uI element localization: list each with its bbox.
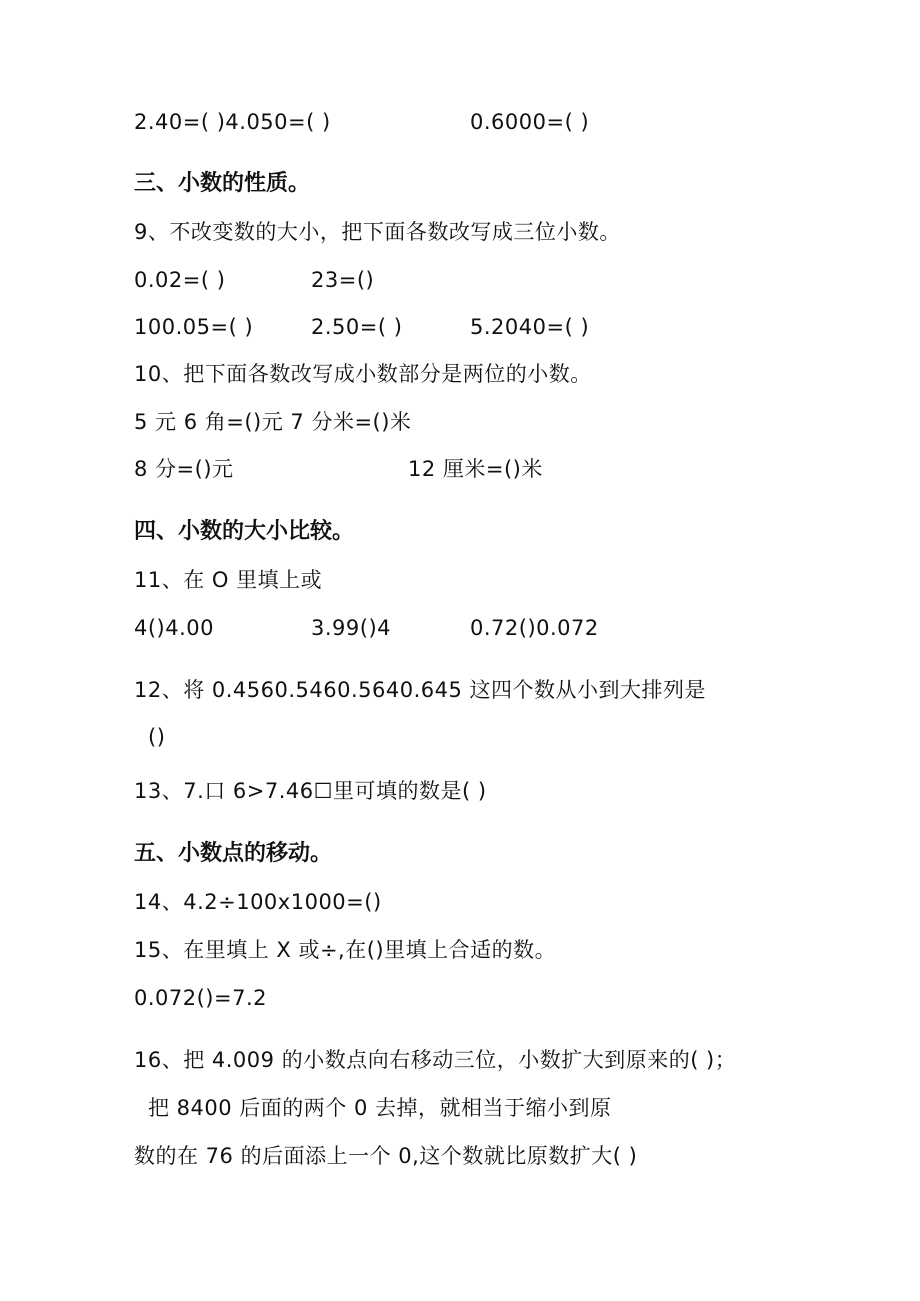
section-heading-5: 五、小数点的移动。 [134,841,333,866]
question-10-item: 8 分=()元 [134,457,234,481]
question-9-item: 0.02=( ) [134,268,226,292]
question-9-prompt: 9、不改变数的大小，把下面各数改写成三位小数。 [134,220,621,244]
question-9-item: 100.05=( ) [134,315,254,339]
fill-in-row: 0.6000=( ) [470,110,590,134]
question-9-item: 5.2040=( ) [470,315,590,339]
question-15-prompt: 15、在里填上 X 或÷,在()里填上合适的数。 [134,938,557,962]
question-16-line: 16、把 4.009 的小数点向右移动三位，小数扩大到原来的( )； [134,1048,737,1072]
question-16-line: 把 8400 后面的两个 0 去掉，就相当于缩小到原 [148,1096,612,1120]
question-11-prompt: 11、在 O 里填上或 [134,568,323,592]
question-9-item: 23=() [311,268,375,292]
question-16-line: 数的在 76 的后面添上一个 0,这个数就比原数扩大( ) [134,1144,638,1168]
question-13-prompt: 13、7.口 6>7.46☐里可填的数是( ) [134,779,487,803]
question-10-item: 12 厘米=()米 [408,457,543,481]
question-10-item: 5 元 6 角=()元 7 分米=()米 [134,410,412,434]
question-15-item: 0.072()=7.2 [134,986,267,1010]
section-heading-4: 四、小数的大小比较。 [134,519,355,544]
question-11-item: 0.72()0.072 [470,616,599,640]
question-11-item: 4()4.00 [134,616,215,640]
question-11-item: 3.99()4 [311,616,392,640]
question-10-prompt: 10、把下面各数改写成小数部分是两位的小数。 [134,362,592,386]
question-14-prompt: 14、4.2÷100x1000=() [134,890,382,914]
fill-in-row: 2.40=( )4.050=( ) [134,110,331,134]
question-12-prompt: 12、将 0.4560.5460.5640.645 这四个数从小到大排列是 [134,678,707,702]
question-9-item: 2.50=( ) [311,315,403,339]
question-12-answer: () [148,725,166,749]
section-heading-3: 三、小数的性质。 [134,171,311,196]
